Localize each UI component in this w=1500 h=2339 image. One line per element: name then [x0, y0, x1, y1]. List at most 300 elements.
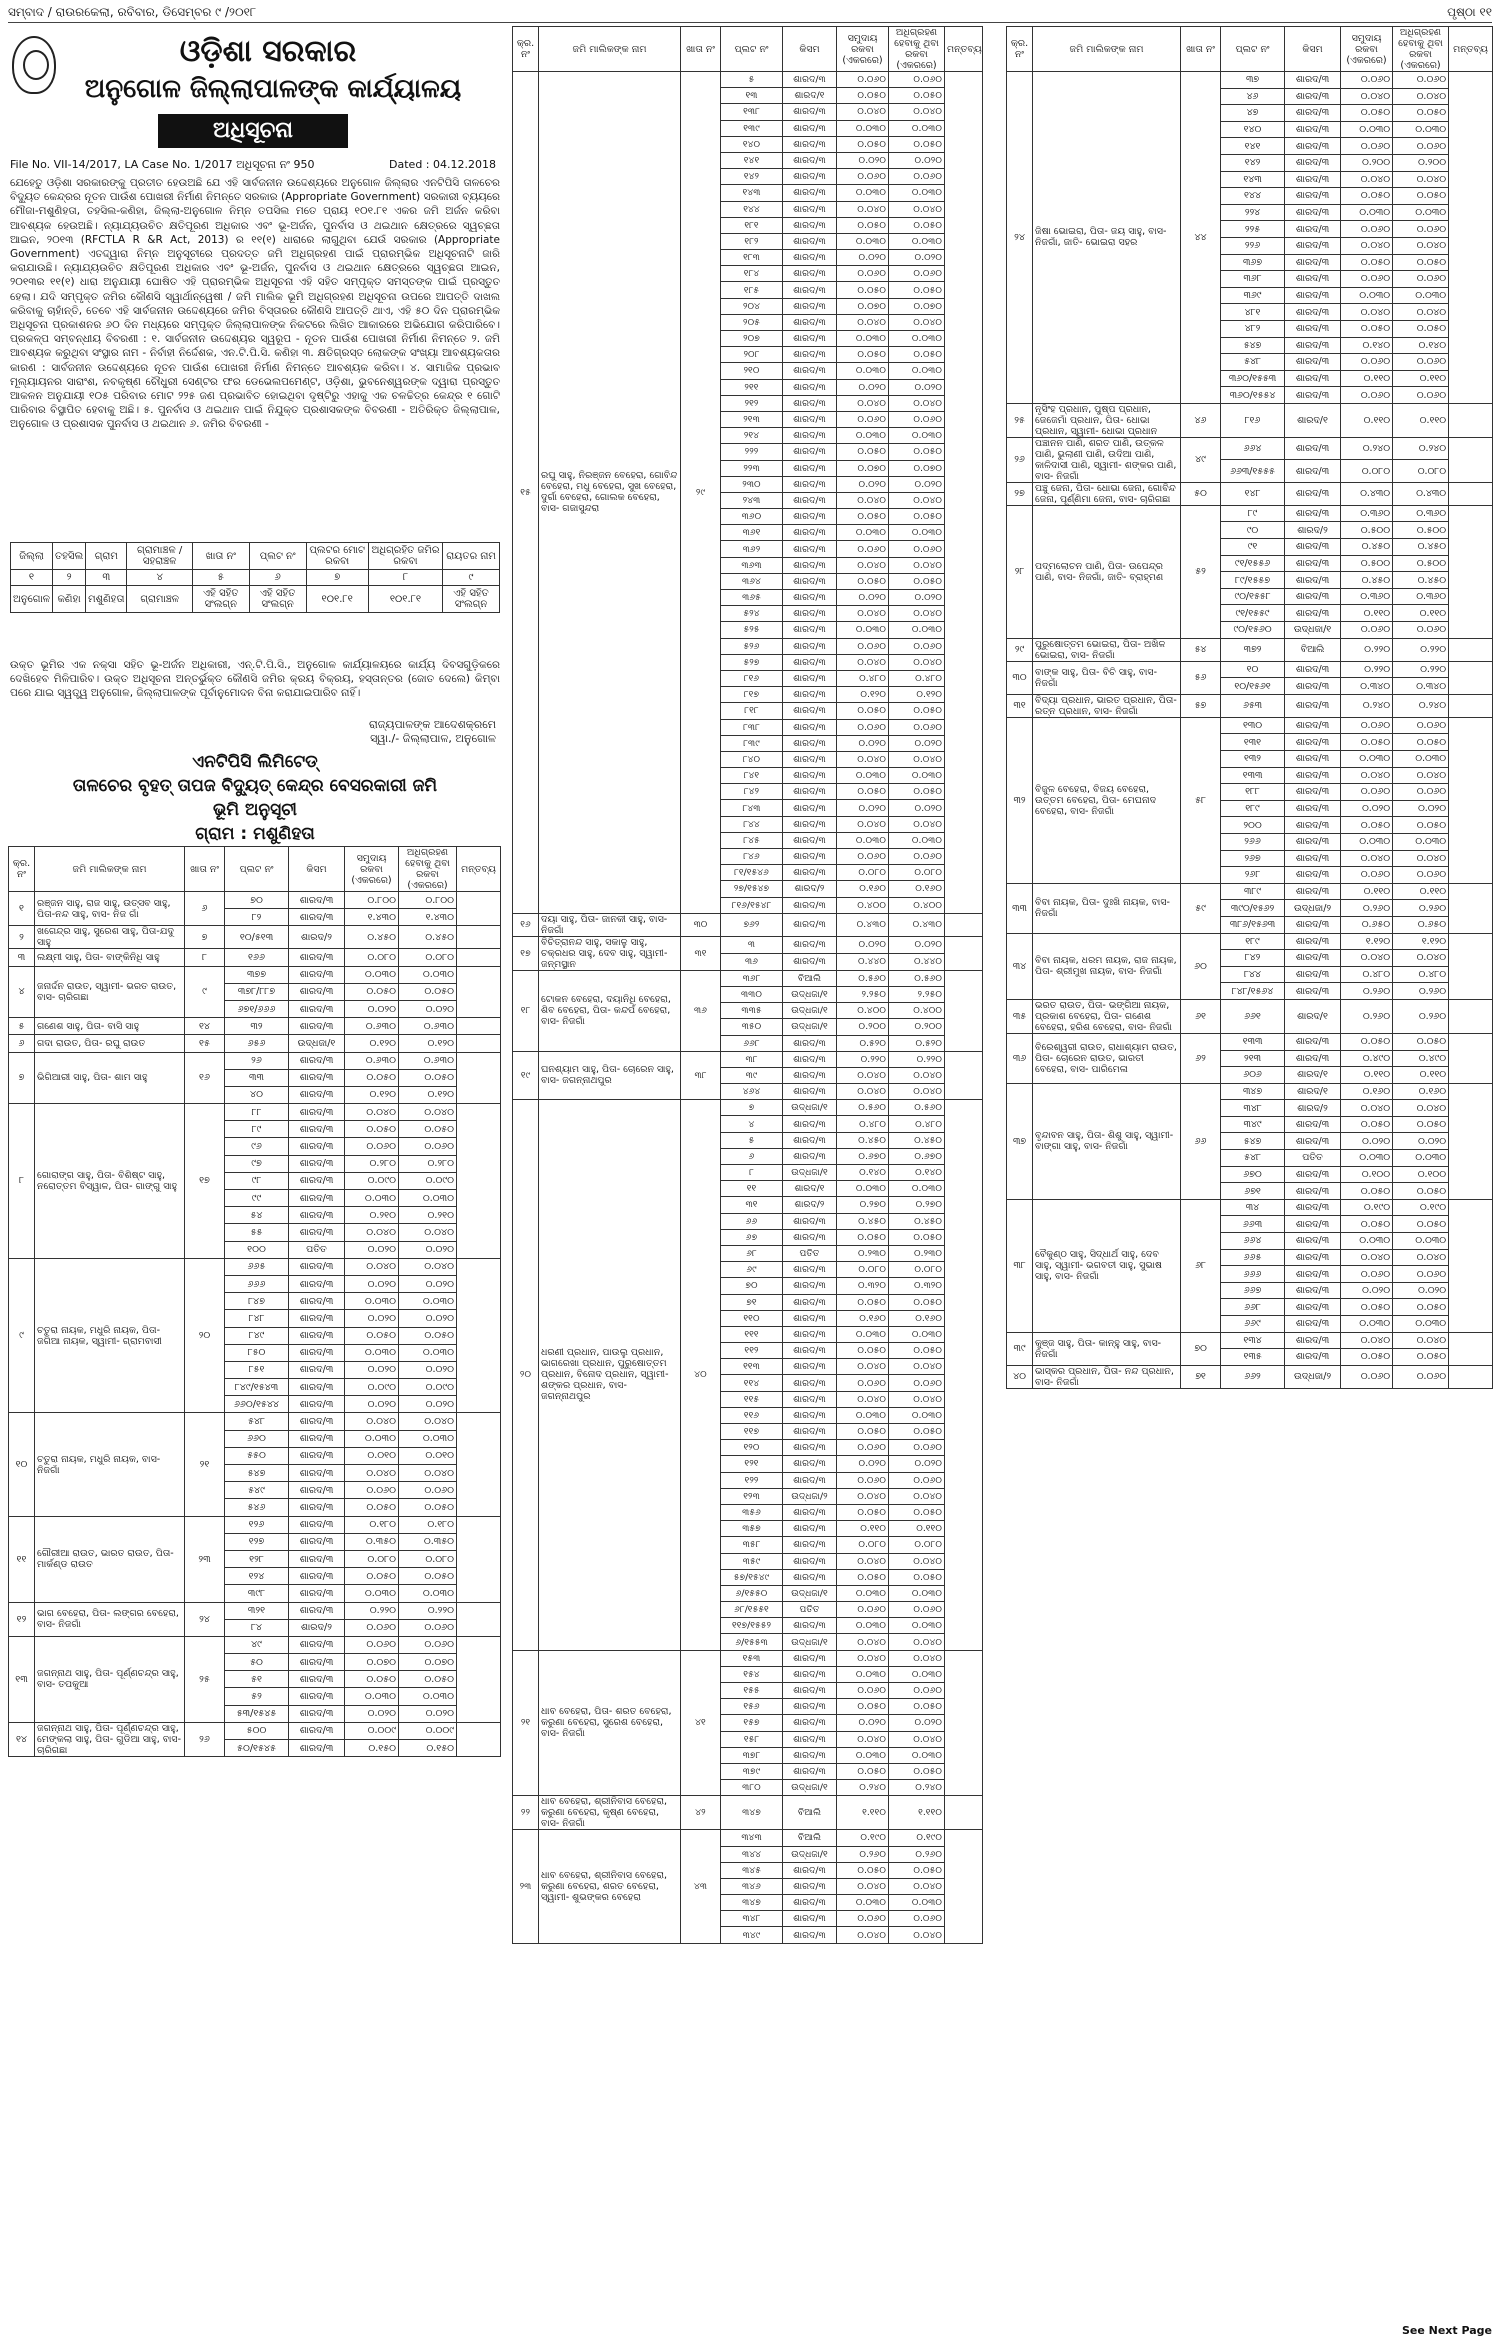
total-area: ୦.୦୩୦ — [345, 966, 399, 983]
total-area: ୦.୦୩୦ — [345, 1190, 399, 1207]
land-class: ଶାରଦ/୩ — [1285, 717, 1341, 734]
total-area: ୦.୦୨୦ — [837, 936, 889, 953]
land-class: ଶାରଦ/୩ — [783, 1911, 837, 1927]
plot-number: ୫୨୬ — [721, 638, 783, 654]
header-khata-number: ଖାତା ନଂ — [185, 847, 225, 892]
land-class: ଉଦ୍ଧଜା/୧ — [783, 1585, 837, 1601]
land-class: ଶାରଦ/୩ — [783, 1456, 837, 1472]
khata-number: ୧୫ — [185, 1035, 225, 1052]
remarks — [1449, 505, 1493, 638]
plot-number: ୮୧୬ — [1221, 403, 1285, 437]
acquired-area: ୦.୧୧୦ — [1393, 403, 1449, 437]
plot-number: ୧୫୭ — [721, 1715, 783, 1731]
acquired-area: ୦.୧୬୦ — [889, 881, 945, 897]
remarks — [1449, 72, 1493, 404]
total-area: ୦.୦୩୦ — [837, 525, 889, 541]
total-area: ୦.୦୬୦ — [345, 1636, 399, 1653]
acquired-area: ୦.୧୧୦ — [1393, 605, 1449, 622]
land-class: ଶାରଦ/୩ — [289, 1482, 345, 1499]
total-area: ୦.୬୩୦ — [345, 1018, 399, 1035]
land-class: ଶାରଦ/୩ — [1285, 171, 1341, 188]
land-class: ଶାରଦ/୩ — [1285, 1332, 1341, 1349]
land-class: ଉଦ୍ଧଜା/୧ — [1285, 622, 1341, 639]
acquired-area: ୦.୦୫୦ — [889, 444, 945, 460]
total-area: ୦.୦୩୦ — [1341, 1150, 1393, 1167]
land-class: ଶାରଦ/୩ — [1285, 1033, 1341, 1050]
owner-name: ଘନଶ୍ୟାମ ସାହୁ, ପିତା- ଚୋରେନ ସାହୁ, ବାସ- ଜଗନ୍ନାଥପୁର — [539, 1051, 681, 1100]
table-row — [9, 1722, 501, 1739]
land-class: ଶାରଦ/୩ — [783, 136, 837, 152]
header-remarks: ମନ୍ତବ୍ୟ — [945, 27, 983, 72]
land-class: ଶାରଦ/୩ — [289, 1121, 345, 1138]
plot-number: ୧୦୦ — [225, 1241, 289, 1258]
total-area: ୦.୨୪୦ — [1341, 694, 1393, 717]
plot-number: ୨୨୩ — [721, 460, 783, 476]
acquired-area: ୦.୧୨୦ — [399, 1035, 457, 1052]
schedule-header: ତହସିଲ — [52, 543, 85, 570]
total-area: ୦.୩୫୦ — [345, 1533, 399, 1550]
total-area: ୦.୧୨୦ — [345, 1086, 399, 1103]
plot-number: ୫୦୦ — [225, 1722, 289, 1739]
total-area: ୦.୨୨୦ — [345, 1602, 399, 1619]
total-area: ୦.୦୩୦ — [837, 185, 889, 201]
total-area: ୦.୦୪୦ — [345, 1413, 399, 1430]
acquired-area: ୦.୨୪୦ — [889, 1780, 945, 1796]
acquired-area: ୦.୦୨୦ — [889, 1456, 945, 1472]
plot-number: ୩୩୫ — [721, 1003, 783, 1019]
total-area: ୦.୦୬୦ — [1341, 72, 1393, 89]
acquired-area: ୦.୦୦୯ — [399, 1722, 457, 1739]
serial-number: ୭ — [9, 1052, 35, 1104]
remarks — [1449, 1033, 1493, 1083]
acquired-area: ୦.୦୫୦ — [889, 703, 945, 719]
acquired-area: ୦.୦୫୦ — [889, 1294, 945, 1310]
acquired-area: ୧.୧୧୦ — [889, 1796, 945, 1830]
land-class: ଶାରଦ/୩ — [1285, 966, 1341, 983]
remarks — [1449, 883, 1493, 933]
header-owner-name: ଜମି ମାଲିକଙ୍କ ନାମ — [539, 27, 681, 72]
remarks — [1449, 482, 1493, 505]
land-class: ଶାରଦ/୩ — [783, 363, 837, 379]
acquired-area: ୦.୦୬୦ — [889, 1440, 945, 1456]
khata-number: ୫୭ — [1181, 694, 1221, 717]
land-class: ଶାରଦ/୩ — [783, 152, 837, 168]
plot-number: ୬୬୬ — [225, 1275, 289, 1292]
header-serial-number: କ୍ର. ନଂ — [9, 847, 35, 892]
land-class: ଶାରଦ/୩ — [1285, 370, 1341, 387]
land-class: ଶାରଦ/୩ — [289, 1052, 345, 1069]
acquired-area: ୦.୧୦୦ — [1393, 1166, 1449, 1183]
total-area: ୦.୩୬୦ — [1341, 588, 1393, 605]
plot-number: ୮୪୯/୧୫୪୩ — [225, 1379, 289, 1396]
total-area: ୦.୦୪୦ — [1341, 304, 1393, 321]
land-class: ଶାରଦ/୩ — [289, 1275, 345, 1292]
serial-number: ୧୪ — [9, 1722, 35, 1756]
acquired-area: ୦.୦୩୦ — [889, 1585, 945, 1601]
plot-number: ୮୪୨ — [721, 784, 783, 800]
plot-number: ୮୯ — [225, 1121, 289, 1138]
project-name: ତାଳଚେର ବୃହତ୍ ତାପଜ ବିଦ୍ୟୁତ୍ କେନ୍ଦ୍ର ବେସରକାରୀ ଜମି — [72, 776, 438, 796]
header-owner-name: ଜମି ମାଲିକଙ୍କ ନାମ — [35, 847, 185, 892]
plot-number: ୧୧୬ — [721, 1407, 783, 1423]
plot-number: ୧୧୫ — [721, 1391, 783, 1407]
total-area: ୦.୦୮୦ — [1341, 460, 1393, 483]
table-header-row — [9, 847, 501, 892]
acquired-area: ୦.୦୮୦ — [1393, 460, 1449, 483]
acquired-area: ୦.୦୬୦ — [1393, 1365, 1449, 1388]
notice-body: ଯେହେତୁ ଓଡ଼ିଶା ସରକାରଙ୍କୁ ପ୍ରତୀତ ହେଉଅଛି ଯେ ଏହି ସାର୍ବଜନୀନ ଉଦ୍ଦେଶ୍ୟରେ ଅନୁଗୋଳ ଜିଲ୍ଲାର ଏନଟିପିସି ତାଳଚେର ବିଦ୍ୟୁତ କେନ୍ଦ୍ରର ନୂତନ ପାଉଁଶ ପୋଖରୀ ନିର୍ମାଣ ନିମନ୍ତେ ସରକାର (Appropriate Government) ସରକାରୀ ବ୍ୟୟରେ ମୌଜା-ମଶୁଣିହତା, ତହସିଲ-କଣିହା, ଜିଲ୍ଲା-ଅନୁଗୋଳ ନିମ୍ନ ତପସିଲ ମତେ ପ୍ରାୟ ୧୦୧.୮୧ ଏକର ଜମି ଅର୍ଜନ କରିବା ଆବଶ୍ୟକ ହେଉଅଛି। ନ୍ୟାଯ୍ୟଉଚିତ କ୍ଷତିପୂରଣ ଅଧିକାର ଏବଂ ଭୂ-ଅର୍ଜନ, ପୁନର୍ବାସ ଓ ଥଇଥାନ କ୍ଷେତ୍ରରେ ସ୍ୱଚ୍ଛତା ଆଇନ, ୨୦୧୩ (RFCTLA R &R Act, 2013) ର ୧୧(୧) ଧାରାରେ ଲାଗୁଥିବା ଯେଉଁ ସରକାର (Appropriate Government) ଏତଦ୍ଦ୍ୱାରା ନିମ୍ନ ଅନୁସୂଚୀରେ ପ୍ରଦତ୍ତ ଜମି ଅଧିଗ୍ରହଣ ପାଇଁ ପ୍ରାରମ୍ଭିକ ଅଧିସୂଚନାଟି ଜାରି କରାଯାଉଛି। ନ୍ୟାଯ୍ୟଉଚିତ କ୍ଷତିପୂରଣ ଅଧିକାର ଏବଂ ଭୂ-ଅର୍ଜନ, ପୁନର୍ବାସ ଓ ଥଇଥାନ କ୍ଷେତ୍ରରେ ସ୍ୱଚ୍ଛତା ଆଇନ, ୨୦୧୩ର ୧୧(୧) ଧାରା ଅନୁଯାୟୀ ଘୋଷିତ ଏହି ପ୍ରାରମ୍ଭିକ ଅଧିସୂଚନା ଏହି ସହିତ ସମ୍ପୃକ୍ତ ସମସ୍ତଙ୍କ ପାଇଁ ପ୍ରସ୍ତୁତ ହେଲା। ଯଦି ସମ୍ପୃକ୍ତ ଜମିର କୌଣସି ସ୍ୱାର୍ଥାନ୍ୱେଷୀ / ଜମି ମାଲିକ ଭୂମି ଅଧିଗ୍ରହଣ ଅଧିସୂଚନା ଉପରେ ଆପତ୍ତି ଦାଖଲ କରିବାକୁ ଚାହାଁନ୍ତି, ତେବେ ଏହି ସାର୍ବଜନୀନ ଉଦ୍ଦେଶ୍ୟରେ ଜମିର ବିସ୍ତାରର କୌଣସି ଆପତ୍ତି ଥାଏ, ଏହି ୫୦ ଦିନ ପ୍ରାରମ୍ଭିକ ଅଧିସୂଚନା ପ୍ରକାଶନର ୬୦ ଦିନ ମଧ୍ୟରେ ସମ୍ପୃକ୍ତ ଜିଲ୍ଲାପାଳଙ୍କ ନିକଟରେ ଲିଖିତ ଆକାରରେ ଅଭିଯୋଗ କରିପାରିବେ। ପ୍ରକଳ୍ପ ସମ୍ବନ୍ଧୀୟ ବିବରଣୀ : ୧. ସାର୍ବଜନୀନ ଉଦ୍ଦେଶ୍ୟର ସ୍ୱରୂପ - ନୂତନ ପାଉଁଶ ପୋଖରୀ ନିର୍ମାଣ ନିମନ୍ତେ ୨. ଜମି ଆବଶ୍ୟକ କରୁଥିବା ସଂସ୍ଥାର ନାମ - ନିର୍ବାହୀ ନିର୍ଦ୍ଦେଶକ, ଏନ.ଟି.ପି.ସି. କଣିହା ୩. କ୍ଷତିଗ୍ରସ୍ତ ଲୋକଙ୍କ ସଂଖ୍ୟା ଆବଶ୍ୟକତାର କାରଣ : ସାର୍ବଜନୀନ ଉଦ୍ଦେଶ୍ୟରେ ନୂତନ ପାଉଁଶ ପୋଖରୀ ନିର୍ମାଣ ନିମନ୍ତେ ଆବଶ୍ୟକ କରିବା। ୪. ସାମାଜିକ ପ୍ରଭାବ ମୂଲ୍ୟାୟନର ସାରାଂଶ, ନବକୃଷ୍ଣ ଚୌଧୁରୀ ସେଣ୍ଟର ଫର ଡେଭେଲପମେଣ୍ଟ, ଓଡ଼ିଶା, ଭୁବନେଶ୍ୱରଙ୍କ ଦ୍ୱାରା ପ୍ରସ୍ତୁତ ଆକଳନ ଅନୁଯାୟୀ ୧୦୫ ପରିବାର ମୋଟ ୨୨୫ ଜଣ ପ୍ରଭାବିତ ହୋଇଥିବା ଦୃଷ୍ଟିରୁ ଏହାକୁ ଏକ ଚଳଚ୍ଚିତ୍ର କେନ୍ଦ୍ର ୧ ଗୋଟି ପାରିବାର ବିସ୍ଥାପିତ ହେବାକୁ ଅଛି। ୫. ପୁନର୍ବାସ ଓ ଥଇଥାନ ପାଇଁ ନିଯୁକ୍ତ ପ୍ରଶାସକଙ୍କ ବିବରଣୀ - ଅତିରିକ୍ତ ଜିଲ୍ଲାପାଳ, ଅନୁଗୋଳ ଓ ପ୍ରଶାସକ ପୁନର୍ବାସ ଓ ଥଇଥାନ ୬. ଜମିର ବିବରଣୀ - — [10, 177, 500, 431]
land-class: ଶାରଦ/୩ — [1285, 734, 1341, 751]
acquired-area: ୦.୦୪୦ — [1393, 237, 1449, 254]
serial-number: ୬ — [9, 1035, 35, 1052]
serial-number: ୨୮ — [1007, 505, 1033, 638]
acquired-area: ୦.୦୪୦ — [889, 395, 945, 411]
land-class: ଶାରଦ/୨ — [1285, 1100, 1341, 1117]
land-class: ଶାରଦ/୩ — [783, 1731, 837, 1747]
plot-number: ୩୯୦/୧୫୬୨ — [1221, 900, 1285, 917]
plot-number: ୨୬୭ — [1221, 850, 1285, 867]
plot-number: ୩୪୪ — [721, 1846, 783, 1862]
total-area: ୦.୦୪୦ — [837, 1731, 889, 1747]
acquired-area: ୦.୦୬୦ — [889, 169, 945, 185]
land-class: ଶାରଦ/୧ — [783, 88, 837, 104]
land-class: ଶାରଦ/୩ — [289, 1688, 345, 1705]
acquired-area: ୦.୦୫୦ — [889, 784, 945, 800]
acquired-area: ୦.୦୬୦ — [889, 638, 945, 654]
land-class: ଶାରଦ/୩ — [1285, 933, 1341, 950]
plot-number: ୨୨୬ — [1221, 237, 1285, 254]
serial-number: ୧୨ — [9, 1602, 35, 1636]
total-area: ୦.୦୬୦ — [837, 72, 889, 88]
acquired-area: ୧.୧୨୦ — [1393, 933, 1449, 950]
land-class: ଶାରଦ/୩ — [783, 953, 837, 970]
plot-number: ୮୧୮ — [721, 703, 783, 719]
total-area: ୦.୦୩୦ — [837, 832, 889, 848]
table-header-row — [513, 27, 983, 72]
acquired-area: ୦.୬୫୦ — [1393, 916, 1449, 933]
plot-number: ୬୦୬ — [1221, 1067, 1285, 1084]
plot-number: ୮୧୬/୧୫୪୮ — [721, 897, 783, 913]
total-area: ୦.୪୫୦ — [837, 1213, 889, 1229]
total-area: ୦.୪୩୦ — [1341, 482, 1393, 505]
khata-number: ୫୦ — [1181, 482, 1221, 505]
table-row — [1007, 505, 1493, 522]
remarks — [1449, 717, 1493, 883]
file-number: File No. VII-14/2017, LA Case No. 1/2017 ଅଧିସୂଚନା ନଂ 950 — [10, 158, 315, 171]
land-class: ଶାରଦ/୩ — [783, 687, 837, 703]
remarks — [1449, 638, 1493, 661]
land-class: ବିଆଲି — [783, 1830, 837, 1846]
land-class: ଶାରଦ/୩ — [289, 1499, 345, 1516]
total-area: ୦.୦୩୦ — [1341, 1233, 1393, 1250]
land-class: ଶାରଦ/୩ — [783, 1895, 837, 1911]
total-area: ୦.୦୪୦ — [1341, 237, 1393, 254]
plot-number: ୨୦୭ — [721, 331, 783, 347]
acquired-area: ୦.୦୪୦ — [1393, 1249, 1449, 1266]
table-row — [1007, 694, 1493, 717]
acquired-area: ୦.୦୬୦ — [1393, 271, 1449, 288]
acquired-area: ୦.୦୨୦ — [1393, 1133, 1449, 1150]
plot-number: ୧୨୪ — [225, 1568, 289, 1585]
plot-number: ୬୬୪ — [1221, 1233, 1285, 1250]
acquired-area: ୦.୦୬୦ — [889, 72, 945, 88]
acquired-area: ୦.୦୫୦ — [1393, 105, 1449, 122]
plot-number: ୫୦ — [225, 1654, 289, 1671]
acquired-area: ୦.୦୪୦ — [889, 1359, 945, 1375]
land-class: ଉଦ୍ଧଜା/୧ — [783, 1780, 837, 1796]
table-row — [9, 1104, 501, 1121]
acquired-area: ୦.୦୪୦ — [1393, 304, 1449, 321]
acquired-area: ୦.୪୮୦ — [1393, 966, 1449, 983]
plot-number: ୬୬୫ — [225, 1258, 289, 1275]
khata-number: ୪୬ — [1181, 403, 1221, 437]
remarks — [1449, 1083, 1493, 1199]
plot-number: ୩୮୬/୧୫୬୩ — [1221, 916, 1285, 933]
header-land-class: କିସମ — [783, 27, 837, 72]
table-row — [9, 1035, 501, 1052]
acquired-area: ୦.୪୮୦ — [889, 1116, 945, 1132]
owner-name: ଧାବ ବେହେରା, ପିତା- ଶରତ ବେହେରା, କରୁଣା ବେହେରା, ସୁରେଶ ବେହେରା, ବାସ- ନିଜଗାଁ — [539, 1650, 681, 1796]
table-row — [1007, 437, 1493, 460]
acquired-area: ୦.୦୫୦ — [889, 88, 945, 104]
total-area: ୦.୧୯୦ — [1341, 1199, 1393, 1216]
acquired-area: ୦.୦୪୦ — [889, 1067, 945, 1083]
land-class: ଶାରଦ/୩ — [1285, 817, 1341, 834]
plot-number: ୩୪୭ — [721, 1895, 783, 1911]
acquired-area: ୦.୦୪୦ — [1393, 767, 1449, 784]
total-area: ୦.୦୪୦ — [837, 104, 889, 120]
plot-number: ୩୨ — [225, 1018, 289, 1035]
total-area: ୦.୦୬୦ — [837, 719, 889, 735]
land-class: ଶାରଦ/୩ — [783, 800, 837, 816]
plot-number: ୧୨୨ — [721, 1472, 783, 1488]
khata-number: ୬୬ — [1181, 1083, 1221, 1199]
plot-number: ୨୧୦ — [721, 363, 783, 379]
header-khata-number: ଖାତା ନଂ — [1181, 27, 1221, 72]
total-area: ୦.୦୫୦ — [345, 1121, 399, 1138]
acquired-area: ୦.୦୬୦ — [889, 266, 945, 282]
owner-name: ଲକ୍ଷ୍ମୀ ସାହୁ, ପିତା- ବାଙ୍କିନିଧି ସାହୁ — [35, 949, 185, 966]
acquired-area: ୦.୦୮୦ — [889, 1262, 945, 1278]
acquired-area: ୦.୦୪୦ — [889, 1927, 945, 1943]
serial-number: ୩୦ — [1007, 661, 1033, 694]
land-class: ଶାରଦ/୩ — [289, 892, 345, 909]
acquired-area: ୦.୪୪୦ — [889, 953, 945, 970]
serial-number: ୯ — [9, 1258, 35, 1413]
land-class: ଶାରଦ/୩ — [289, 1533, 345, 1550]
plot-number: ୮୫୧ — [225, 1361, 289, 1378]
total-area: ୧.୪୩୦ — [345, 909, 399, 926]
khata-number: ୩୮ — [681, 1051, 721, 1100]
acquired-area: ୦.୫୦୦ — [1393, 555, 1449, 572]
land-class: ଶାରଦ/୩ — [1285, 1282, 1341, 1299]
plot-number: ୩୬ — [721, 953, 783, 970]
khata-number: ୫୬ — [1181, 661, 1221, 694]
acquired-area: ୦.୦୪୦ — [889, 1553, 945, 1569]
land-class: ଶାରଦ/୩ — [783, 72, 837, 88]
land-class: ଶାରଦ/୩ — [783, 201, 837, 217]
remarks — [457, 1104, 501, 1259]
land-class: ଶାରଦ/୩ — [289, 1258, 345, 1275]
plot-number: ୧୮୪ — [721, 266, 783, 282]
land-class: ଶାରଦ/୧ — [783, 1181, 837, 1197]
acquired-area: ୦.୦୫୦ — [1393, 188, 1449, 205]
acquired-area: ୦.୦୫୦ — [889, 1343, 945, 1359]
acquired-area: ୦.୪୦୦ — [889, 1003, 945, 1019]
acquired-area: ୦.୦୩୦ — [889, 1747, 945, 1763]
land-class: ଶାରଦ/୨ — [289, 926, 345, 949]
plot-number: ୫୪୮ — [225, 1413, 289, 1430]
acquired-area: ୦.୩୨୦ — [889, 1278, 945, 1294]
serial-number: ୧୮ — [513, 970, 539, 1051]
acquired-area: ୦.୦୩୦ — [399, 1293, 457, 1310]
land-class: ଶାରଦ/୩ — [1285, 1349, 1341, 1366]
land-class: ଶାରଦ/୧ — [1285, 403, 1341, 437]
land-class: ଶାରଦ/୩ — [1285, 154, 1341, 171]
total-area: ୦.୦୫୦ — [837, 217, 889, 233]
plot-number: ୩୧ — [721, 1197, 783, 1213]
total-area: ୦.୦୪୦ — [1341, 1332, 1393, 1349]
serial-number: ୧୫ — [513, 72, 539, 914]
acquired-area: ୦.୦୨୦ — [889, 250, 945, 266]
acquired-area: ୦.୦୬୦ — [1393, 1266, 1449, 1283]
plot-number: ୧୮୧ — [721, 217, 783, 233]
total-area: ୦.୧୦୦ — [1341, 1166, 1393, 1183]
plot-number: ୮୨ — [225, 909, 289, 926]
acquired-area: ୦.୦୪୦ — [889, 1084, 945, 1100]
land-class: ଶାରଦ/୩ — [289, 1396, 345, 1413]
acquired-area: ୦.୦୬୦ — [1393, 387, 1449, 404]
table-row — [513, 1051, 983, 1067]
plot-number: ୬ — [721, 1148, 783, 1164]
land-class: ଶାରଦ/୩ — [783, 1310, 837, 1326]
land-class: ଉଦ୍ଧଜା/୨ — [1285, 1365, 1341, 1388]
total-area: ୦.୦୫୦ — [837, 1343, 889, 1359]
serial-number: ୧୧ — [9, 1516, 35, 1602]
total-area: ୦.୨୬୦ — [1341, 983, 1393, 1000]
total-area: ୦.୧୬୦ — [837, 1310, 889, 1326]
acquired-area: ୦.୦୪୦ — [889, 816, 945, 832]
owner-name: ଧାବ ବେହେରା, ଶ୍ରୀନିବାସ ବେହେରା, କରୁଣା ବେହେରା, କୃଷ୍ଣ ବେହେରା, ବାସ- ନିଜଗାଁ — [539, 1796, 681, 1830]
plot-number: ୮୪୮ — [225, 1310, 289, 1327]
plot-number: ୩୬୯ — [1221, 287, 1285, 304]
schedule-header-row — [11, 543, 500, 570]
owner-name: ବୈକୁଣ୍ଠ ସାହୁ, ସିଦ୍ଧାର୍ଥ ସାହୁ, ଦେବ ସାହୁ, ସ୍ୱାମୀ- ଭଗବତୀ ସାହୁ, ସୁଭାଷ ସାହୁ, ବାସ- ନିଜଗାଁ — [1033, 1199, 1181, 1332]
land-class: ଶାରଦ/୩ — [783, 1262, 837, 1278]
remarks — [1449, 999, 1493, 1033]
column-1 — [8, 26, 502, 2326]
land-class: ଶାରଦ/୩ — [1285, 460, 1341, 483]
plot-number: ୭୦ — [721, 1278, 783, 1294]
plot-number: ୩୬୦/୧୫୫୪ — [1221, 387, 1285, 404]
plot-number: ୬/୧୫୫୦ — [721, 1585, 783, 1601]
acquired-area: ୦.୨୨୦ — [1393, 638, 1449, 661]
land-class: ଶାରଦ/୩ — [1285, 188, 1341, 205]
khata-number: ୭୦ — [1181, 1332, 1221, 1365]
total-area: ୦.୩୪୦ — [1341, 678, 1393, 695]
land-class: ଶାରଦ/୩ — [289, 1430, 345, 1447]
acquired-area: ୦.୦୩୦ — [889, 331, 945, 347]
plot-number: ୩୫୭ — [721, 1521, 783, 1537]
total-area: ୦.୦୫୦ — [837, 1424, 889, 1440]
khata-number: ୪୩ — [681, 1830, 721, 1943]
total-area: ୦.୦୬୦ — [837, 1472, 889, 1488]
schedule-cell: ୧୦୧.୮୧ — [306, 586, 368, 613]
land-class: ଶାରଦ/୩ — [1285, 304, 1341, 321]
acquired-area: ୦.୦୪୦ — [1393, 88, 1449, 105]
acquired-area: ୦.୦୪୦ — [889, 751, 945, 767]
land-class: ଶାରଦ/୩ — [1285, 1166, 1341, 1183]
total-area: ୦.୦୬୦ — [1341, 271, 1393, 288]
total-area: ୦.୦୬୦ — [1341, 717, 1393, 734]
acquired-area: ୦.୦୬୦ — [889, 541, 945, 557]
plot-number: ୩୬୫ — [721, 590, 783, 606]
remarks — [457, 966, 501, 1018]
total-area: ୦.୪୮୦ — [837, 1116, 889, 1132]
plot-number: ୯୦/୧୫୬୦ — [1221, 622, 1285, 639]
total-area: ୦.୦୨୦ — [1341, 800, 1393, 817]
plot-number: ୬୬୬ — [1221, 1266, 1285, 1283]
land-class: ଶାରଦ/୩ — [783, 751, 837, 767]
table-row — [513, 1796, 983, 1830]
acquired-area: ୦.୨୮୦ — [399, 1155, 457, 1172]
schedule-cell: ୧୦୧.୮୧ — [368, 586, 442, 613]
plot-number: ୩୨୧ — [225, 1602, 289, 1619]
plot-number: ୯୭ — [225, 1155, 289, 1172]
plot-number: ୯୧ — [1221, 539, 1285, 556]
land-class: ଶାରଦ/୩ — [1285, 678, 1341, 695]
acquired-area: ୦.୦୨୦ — [889, 476, 945, 492]
land-class: ଶାରଦ/୩ — [783, 1116, 837, 1132]
land-class: ଶାରଦ/୩ — [289, 983, 345, 1000]
serial-number: ୩୧ — [1007, 694, 1033, 717]
total-area: ୦.୦୭୦ — [837, 298, 889, 314]
acquired-area: ୦.୮୦୦ — [399, 892, 457, 909]
land-class: ଶାରଦ/୩ — [783, 1715, 837, 1731]
table-row — [1007, 1332, 1493, 1349]
acquired-area: ୦.୦୫୦ — [1393, 1349, 1449, 1366]
table-row — [9, 1052, 501, 1069]
land-class: ଶାରଦ/୩ — [1285, 254, 1341, 271]
land-class: ଶାରଦ/୩ — [783, 832, 837, 848]
total-area: ୦.୪୮୦ — [1341, 966, 1393, 983]
schedule-header: ଅଧିଗ୍ରହିତ ଜମିର ରକବା — [368, 543, 442, 570]
total-area: ୦.୦୩୦ — [837, 1407, 889, 1423]
land-class: ଶାରଦ/୩ — [1285, 271, 1341, 288]
land-class: ଶାରଦ/୩ — [1285, 916, 1341, 933]
total-area: ୦.୦୫୦ — [345, 1327, 399, 1344]
plot-number: ୧୧୩ — [721, 1359, 783, 1375]
schedule-col-number: ୧ — [11, 570, 53, 586]
total-area: ୦.୦୪୦ — [837, 557, 889, 573]
schedule-cell-row — [11, 586, 500, 613]
plot-number: ୭ — [721, 1100, 783, 1116]
acquired-area: ୦.୦୫୦ — [1393, 320, 1449, 337]
land-class: ଶାରଦ/୩ — [1285, 1266, 1341, 1283]
plot-number: ୮ — [721, 1165, 783, 1181]
plot-number: ୪୯ — [225, 1636, 289, 1653]
total-area: ୦.୦୨୦ — [837, 1456, 889, 1472]
khata-number: ୬୧ — [1181, 999, 1221, 1033]
land-class: ଶାରଦ/୩ — [289, 1207, 345, 1224]
owner-name: ପଞ୍ଚାନନ ପାଣି, ଶରତ ପାଣି, ଉତ୍କଳ ପାଣି, ଭୁଲାଣୀ ପାଣି, ଉଦିଆ ପାଣି, କାଳିଦାସୀ ପାଣି, ସ୍ୱାମୀ- ଶଙ୍କର ପାଣି, ବାସ- ନିଜଗାଁ — [1033, 437, 1181, 482]
remarks — [457, 1052, 501, 1104]
plot-number: ୩୫୮ — [721, 1537, 783, 1553]
land-class: ବିଆଲି — [783, 970, 837, 986]
remarks — [1449, 661, 1493, 694]
table-row — [513, 936, 983, 953]
acquired-area: ୦.୦୬୦ — [889, 411, 945, 427]
